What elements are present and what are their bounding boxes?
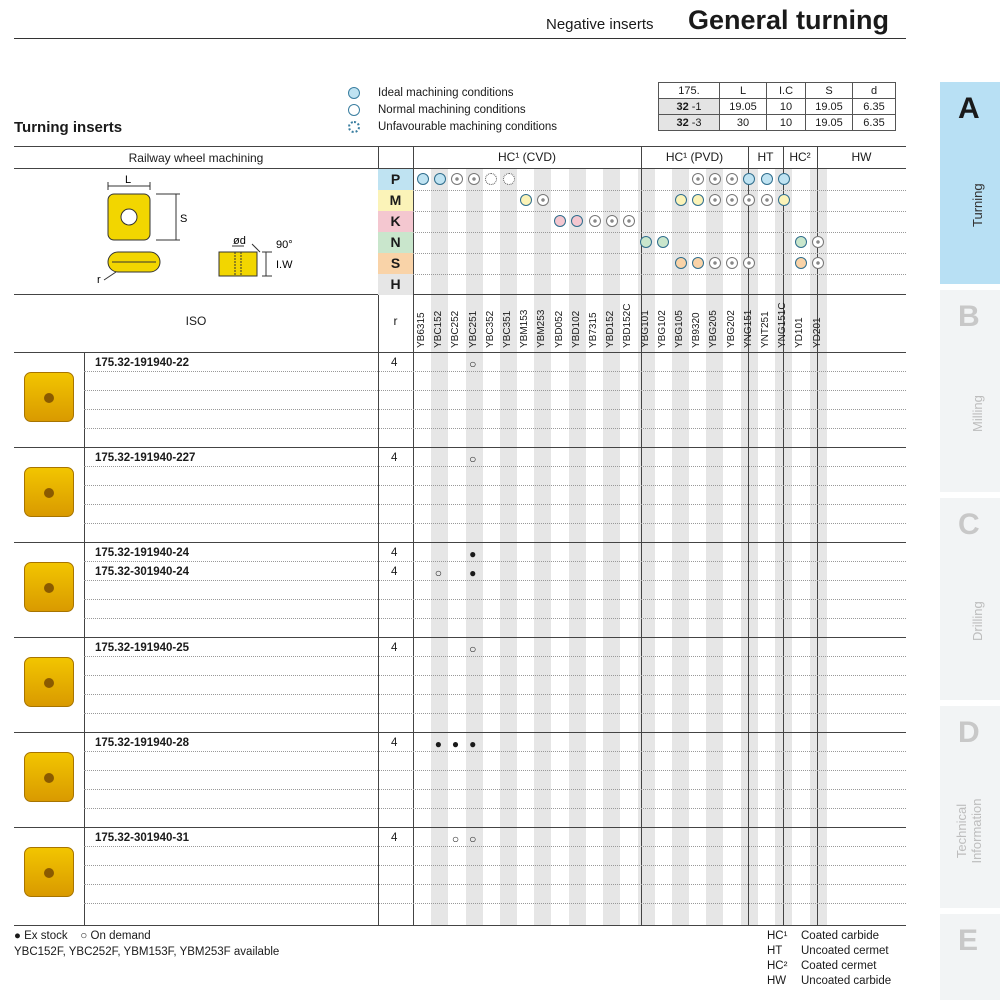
insert-hole [44, 868, 54, 878]
insert-drawing [80, 172, 310, 290]
grade-label: YBD152C [622, 303, 634, 348]
product-code: 175.32-191940-28 [95, 737, 189, 749]
dim-cell: 10 [767, 99, 806, 115]
row-separator [84, 428, 906, 429]
product-separator [14, 447, 906, 448]
tab-letter: E [958, 924, 979, 957]
row-separator [84, 770, 906, 771]
grade-column-header [655, 300, 672, 350]
grade-label: YBG202 [725, 310, 737, 348]
grade-label: YNG151C [777, 302, 789, 348]
grade-group-header: HT [757, 150, 774, 164]
insert-hole [44, 488, 54, 498]
grade-group-header: HC² [789, 150, 811, 164]
dim-cell: 6.35 [853, 99, 896, 115]
product-code: 175.32-301940-31 [95, 832, 189, 844]
row-separator [84, 808, 906, 809]
header-subtitle: Negative inserts [546, 16, 654, 33]
grade-label: YBC251 [467, 310, 479, 348]
grade-column-header [689, 300, 706, 350]
insert-photo [24, 752, 74, 802]
grade-label: YBD152 [605, 310, 617, 348]
product-separator [14, 732, 906, 733]
grade-label: YB7315 [588, 312, 599, 348]
ideal-circle-icon [554, 215, 566, 227]
grade-group-header: HC¹ (PVD) [665, 150, 724, 164]
legend-label: Ideal machining conditions [378, 87, 514, 99]
grade-column-header [500, 300, 517, 350]
drawing-label-angle: 90° [276, 239, 293, 251]
grade-label: YNT251 [760, 311, 771, 348]
unfavourable-circle-icon [348, 121, 360, 133]
tab-letter: A [958, 92, 980, 125]
tab-label: Drilling [970, 601, 985, 641]
ideal-circle-icon [778, 173, 790, 185]
tab-label: Turning [970, 183, 985, 227]
ideal-circle-icon [692, 257, 704, 269]
stock-mark: ○ [469, 832, 477, 846]
material-p: P [378, 169, 413, 190]
normal-circle-icon [692, 173, 704, 185]
page-title: General turning [688, 5, 890, 35]
row-separator [84, 599, 906, 600]
column-stripe [431, 168, 448, 925]
grade-column-header [741, 300, 758, 350]
row-separator [84, 884, 906, 885]
grade-column-header [517, 300, 534, 350]
grade-label: YB6315 [416, 312, 427, 348]
tab-label: Technical Information [954, 798, 984, 864]
ideal-circle-icon [778, 194, 790, 206]
grid-line [84, 352, 85, 925]
insert-photo [24, 562, 74, 612]
column-stripe [569, 168, 586, 925]
grade-label: YBG205 [708, 310, 720, 348]
grade-label: YBC351 [502, 310, 513, 348]
ideal-circle-icon [417, 173, 429, 185]
row-separator [84, 656, 906, 657]
corner-radius: 4 [391, 547, 398, 559]
tab-e[interactable] [940, 914, 1000, 1000]
product-code: 175.32-191940-25 [95, 642, 189, 654]
on-demand-label: ○ On demand [80, 930, 151, 942]
product-separator [14, 827, 906, 828]
material-s: S [378, 253, 413, 274]
tab-label: Milling [970, 395, 985, 432]
legend-ideal [348, 87, 514, 99]
dim-head: 175. [659, 83, 720, 99]
grade-column-header [810, 300, 827, 350]
product-code: 175.32-191940-22 [95, 357, 189, 369]
row-separator [84, 618, 906, 619]
row-separator [84, 523, 906, 524]
grade-label: YBM253 [536, 309, 548, 348]
grade-column-header [483, 300, 500, 350]
legend-unfavourable [348, 121, 557, 133]
dim-cell: 10 [767, 115, 806, 131]
material-m: M [378, 190, 413, 211]
ideal-circle-icon [692, 194, 704, 206]
dim-head: d [853, 83, 896, 99]
grade-label: YNG151 [742, 309, 754, 348]
normal-circle-icon [761, 194, 773, 206]
material-h: H [378, 274, 413, 295]
normal-circle-icon [468, 173, 480, 185]
legend-label: Normal machining conditions [378, 104, 526, 116]
product-separator [14, 637, 906, 638]
section-title: Turning inserts [14, 119, 123, 136]
dim-cell: 19.05 [720, 99, 767, 115]
unfavourable-circle-icon [503, 173, 515, 185]
row-separator [84, 694, 906, 695]
grade-column-header [534, 300, 551, 350]
ideal-circle-icon [640, 236, 652, 248]
dimension-table [658, 82, 896, 131]
ideal-circle-icon [348, 87, 360, 99]
tab-turning[interactable] [940, 82, 1000, 284]
header-rule [14, 38, 906, 39]
insert-photo [24, 467, 74, 517]
normal-circle-icon [451, 173, 463, 185]
tab-letter: D [958, 716, 980, 749]
insert-photo [24, 657, 74, 707]
availability-note: YBC152F, YBC252F, YBM153F, YBM253F available [14, 946, 280, 958]
legend-normal [348, 104, 526, 116]
normal-circle-icon [537, 194, 549, 206]
tab-drilling[interactable] [940, 498, 1000, 700]
ideal-circle-icon [434, 173, 446, 185]
normal-circle-icon [709, 173, 721, 185]
ideal-circle-icon [657, 236, 669, 248]
row-separator [84, 466, 906, 467]
stock-mark: ○ [469, 357, 477, 371]
normal-circle-icon [726, 194, 738, 206]
normal-circle-icon [709, 194, 721, 206]
grade-label: YD201 [811, 317, 823, 348]
normal-circle-icon [623, 215, 635, 227]
corner-radius: 4 [391, 357, 398, 369]
grade-label: YD101 [794, 317, 806, 348]
tab-letter: C [958, 508, 980, 541]
ideal-circle-icon [795, 257, 807, 269]
tab-milling[interactable] [940, 290, 1000, 492]
dim-head: S [806, 83, 853, 99]
normal-circle-icon [348, 104, 360, 116]
insert-photo [24, 847, 74, 897]
row-separator [413, 274, 906, 275]
grade-group-header: HC¹ (CVD) [498, 150, 556, 164]
material-k: K [378, 211, 413, 232]
ideal-circle-icon [761, 173, 773, 185]
r-label: r [393, 314, 398, 328]
grade-column-header [620, 300, 637, 350]
grade-column-header [552, 300, 569, 350]
stock-mark: ● [434, 737, 442, 751]
drawing-label-l: L [124, 174, 132, 186]
ideal-circle-icon [520, 194, 532, 206]
grade-column-header [431, 300, 448, 350]
row-separator [413, 190, 906, 191]
column-stripe [672, 168, 689, 925]
stock-mark: ● [469, 547, 477, 561]
insert-photo [24, 372, 74, 422]
ex-stock-label: ● Ex stock [14, 930, 68, 942]
column-stripe [603, 168, 620, 925]
dim-cell: 19.05 [806, 115, 853, 131]
ideal-circle-icon [675, 257, 687, 269]
grade-column-header [638, 300, 655, 350]
grade-column-header [466, 300, 483, 350]
normal-circle-icon [606, 215, 618, 227]
corner-radius: 4 [391, 832, 398, 844]
grade-label: YB9320 [691, 312, 703, 348]
grade-column-header [448, 300, 465, 350]
dim-head: L [720, 83, 767, 99]
grade-column-header [414, 300, 431, 350]
insert-hole [44, 583, 54, 593]
stock-mark: ○ [469, 642, 477, 656]
row-separator [84, 580, 906, 581]
grade-label: YBM153 [519, 309, 531, 348]
stock-mark: ○ [434, 566, 442, 580]
unfavourable-circle-icon [485, 173, 497, 185]
column-stripe [741, 168, 758, 925]
dim-cell: 19.05 [806, 99, 853, 115]
abbr-row: HT Uncoated cermet [767, 945, 889, 957]
abbr-row: HC¹ Coated carbide [767, 930, 879, 942]
row-separator [84, 865, 906, 866]
dim-head: I.C [767, 83, 806, 99]
row-separator [84, 713, 906, 714]
column-stripe [500, 168, 517, 925]
material-n: N [378, 232, 413, 253]
grade-group-header: HW [851, 150, 872, 164]
normal-circle-icon [812, 236, 824, 248]
dim-code: 32 -3 [659, 115, 720, 131]
drawing-label-r: r [97, 274, 101, 286]
row-separator [84, 903, 906, 904]
corner-radius: 4 [391, 452, 398, 464]
grade-column-header [758, 300, 775, 350]
grade-column-header [706, 300, 723, 350]
row-separator [84, 485, 906, 486]
application-label: Railway wheel machining [128, 151, 264, 165]
grade-column-header [603, 300, 620, 350]
dim-cell: 6.35 [853, 115, 896, 131]
row-separator [84, 675, 906, 676]
product-code: 175.32-191940-24 [95, 547, 189, 559]
grid-line [14, 352, 906, 353]
corner-radius: 4 [391, 566, 398, 578]
ideal-circle-icon [795, 236, 807, 248]
drawing-label-d: ød [233, 235, 246, 247]
row-separator [413, 253, 906, 254]
grade-label: YBG105 [674, 310, 685, 348]
grade-label: YBG101 [639, 310, 651, 348]
grade-label: YBC152 [433, 310, 445, 348]
normal-circle-icon [726, 257, 738, 269]
grade-column-header [792, 300, 809, 350]
abbr-row: HW Uncoated carbide [767, 975, 892, 987]
legend-label: Unfavourable machining conditions [378, 121, 557, 133]
stock-mark: ● [469, 737, 477, 751]
drawing-label-s: S [180, 213, 188, 225]
product-code: 175.32-191940-227 [95, 452, 196, 464]
tab-technical-information[interactable] [940, 706, 1000, 908]
ideal-circle-icon [675, 194, 687, 206]
grade-column-header [672, 300, 689, 350]
grid-line [14, 925, 906, 926]
row-separator [84, 789, 906, 790]
drawing-label-lw: I.W [276, 259, 293, 271]
row-separator [84, 371, 906, 372]
column-stripe [706, 168, 723, 925]
insert-hole [44, 678, 54, 688]
row-separator [84, 390, 906, 391]
grade-column-header [724, 300, 741, 350]
grid-line [14, 294, 906, 295]
row-separator [84, 846, 906, 847]
row-separator [84, 504, 906, 505]
iso-label: ISO [185, 314, 207, 328]
grade-label: YBC352 [484, 310, 496, 348]
abbr-row: HC² Coated cermet [767, 960, 877, 972]
normal-circle-icon [589, 215, 601, 227]
stock-mark: ○ [451, 832, 460, 846]
normal-circle-icon [726, 173, 738, 185]
normal-circle-icon [812, 257, 824, 269]
insert-hole [44, 393, 54, 403]
tab-letter: B [958, 300, 980, 333]
column-stripe [810, 168, 827, 925]
corner-radius: 4 [391, 737, 398, 749]
row-separator [84, 561, 906, 562]
row-separator [413, 232, 906, 233]
dim-cell: 30 [720, 115, 767, 131]
stock-mark: ○ [469, 452, 477, 466]
row-separator [84, 409, 906, 410]
row-separator [413, 211, 906, 212]
grade-label: YBD052 [553, 310, 565, 348]
product-code: 175.32-301940-24 [95, 566, 189, 578]
dim-code: 32 -1 [659, 99, 720, 115]
insert-hole [44, 773, 54, 783]
row-separator [84, 751, 906, 752]
corner-radius: 4 [391, 642, 398, 654]
grade-label: YBC252 [450, 310, 462, 348]
normal-circle-icon [709, 257, 721, 269]
grade-label: YBD102 [570, 310, 582, 348]
grade-column-header [569, 300, 586, 350]
grade-column-header [775, 300, 792, 350]
grade-label: YBG102 [656, 310, 668, 348]
grade-column-header [586, 300, 603, 350]
stock-mark: ● [451, 737, 460, 751]
stock-legend [14, 930, 151, 942]
product-separator [14, 542, 906, 543]
column-stripe [534, 168, 551, 925]
stock-mark: ● [469, 566, 477, 580]
